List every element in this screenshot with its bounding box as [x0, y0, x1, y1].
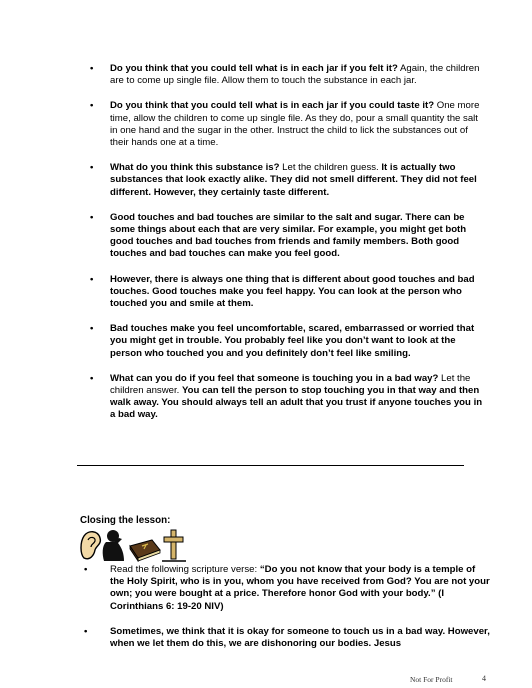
- list-item: [88, 274, 484, 311]
- bullet-text-segment: Let the children answer.: [110, 372, 471, 397]
- bullet-text-segment: One more time, allow the children to come up single file. As they do, pour a small quantity the salt in one hand and the sugar in the other. Instruct the child to lick the substances out of their hands one at a time.: [110, 100, 480, 149]
- page-footer: [410, 674, 486, 684]
- bullet-text-segment: Do you think that you could tell what is in each jar if you could taste it?: [110, 100, 435, 112]
- ear-icon: [81, 532, 100, 559]
- list-item: [80, 564, 490, 613]
- section-divider: [77, 465, 464, 466]
- bullet-marker: •: [90, 162, 94, 174]
- lesson-bullet-list: [88, 63, 484, 435]
- bullet-marker: •: [90, 63, 94, 74]
- bullet-marker: •: [90, 323, 94, 335]
- bullet-text-segment: However, there is always one thing that is different about good touches and bad touches. Good touches make you feel happy. You can look at the person who touched you and smile at them.: [110, 273, 475, 310]
- list-item: [88, 63, 484, 87]
- list-item: [88, 212, 484, 261]
- bullet-text-segment: Bad touches make you feel uncomfortable, scared, embarrassed or worried that you might get in trouble. You probably feel like you don’t want to look at the person who touched you and you definitely don’t feel like smiling.: [110, 323, 475, 359]
- bullet-text-segment: What do you think this substance is?: [110, 162, 280, 174]
- bullet-marker: •: [90, 211, 94, 223]
- bullet-text-segment: Good touches and bad touches are similar to the salt and sugar. There can be some things about each that are very similar. For example, you might get both good touches and bad touches from friends and family members. Both good touches and bad touches can make you feel good.: [110, 211, 467, 260]
- bullet-marker: •: [90, 372, 94, 384]
- bullet-text-segment: “Do you not know that your body is a temple of the Holy Spirit, who is in you, whom you have received from God? You are not your own; you were bought at a price. Therefore honor God with your body.” (I Corinthians 6: 19-20 NIV): [110, 564, 490, 612]
- closing-bullet-list: [80, 564, 490, 663]
- bullet-text-segment: What can you do if you feel that someone is touching you in a bad way?: [110, 372, 439, 384]
- footer-text: Not For Profit: [410, 675, 453, 684]
- bullet-text-segment: Do you think that you could tell what is in each jar if you felt it?: [110, 63, 398, 74]
- closing-heading: Closing the lesson:: [80, 515, 171, 526]
- list-item: [80, 626, 490, 650]
- list-item: [88, 162, 484, 199]
- bullet-marker: •: [84, 625, 88, 637]
- bullet-text-segment: Sometimes, we think that it is okay for someone to touch us in a bad way. However, when we let them do this, we are dishonoring our bodies. Jesus: [110, 625, 490, 650]
- page-number: 4: [482, 674, 486, 683]
- bible-icon: [130, 540, 160, 561]
- cross-icon: [162, 530, 186, 561]
- list-item: [88, 100, 484, 149]
- closing-icon-row: [78, 528, 188, 562]
- bullet-marker: •: [90, 100, 94, 112]
- bullet-text-segment: Read the following scripture verse:: [110, 564, 260, 575]
- bullet-text-segment: Let the children guess.: [279, 162, 382, 174]
- list-item: [88, 323, 484, 360]
- bullet-marker: •: [90, 273, 94, 285]
- bullet-text-segment: Again, the children are to come up single file. Allow them to touch the substance in each jar.: [110, 63, 480, 87]
- bullet-text-segment: You can tell the person to stop touching you in that way and then walk away. You should always tell an adult that you trust if anyone touches you in a bad way.: [110, 385, 483, 421]
- praying-child-icon: [103, 530, 124, 561]
- list-item: [88, 373, 484, 422]
- bullet-text-segment: It is actually two substances that look exactly alike. They did not smell different. They did not feel different. However, they certainly taste different.: [110, 162, 477, 198]
- bullet-marker: •: [84, 564, 88, 575]
